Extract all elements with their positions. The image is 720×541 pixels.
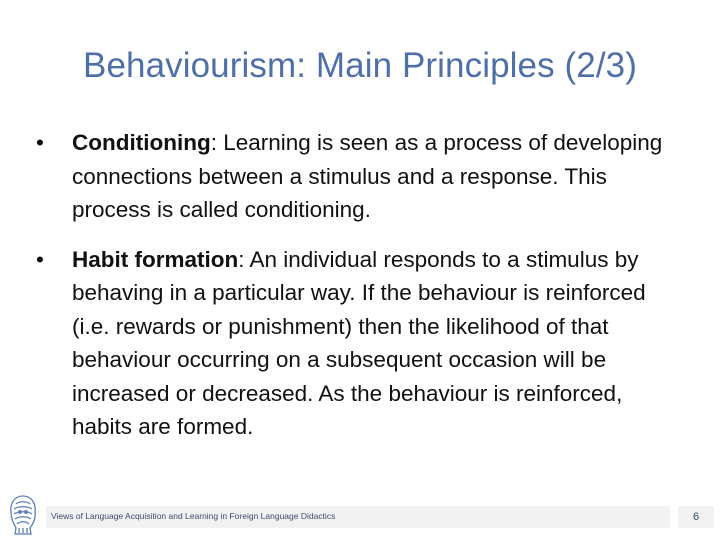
bullet-term: Conditioning	[72, 130, 211, 155]
slide-title: Behaviourism: Main Principles (2/3)	[83, 46, 637, 85]
university-logo-icon	[4, 492, 42, 536]
page-number-box	[678, 506, 714, 528]
page-number: 6	[692, 511, 700, 523]
footer-bar	[46, 506, 670, 528]
bullet-marker: •	[36, 130, 44, 155]
bullet-text: : Learning is seen as a process of developing connections between a stimulus and a response. This process is called conditioning.	[72, 130, 663, 222]
bullet-term: Habit formation	[72, 246, 239, 272]
bullet-marker: •	[36, 246, 44, 272]
bullet-text: : An individual responds to a stimulus by behaving in a particular way. If the behaviour is reinforced (i.e. rewards or punishment) then the likelihood of that behaviour occurring on a subsequent occasion will be increased or decreased. As the behaviour is reinforced, habits are formed.	[72, 246, 646, 439]
bullet-list	[36, 126, 686, 444]
footer-course-title: Views of Language Acquisition and Learning in Foreign Language Didactics	[51, 511, 336, 521]
university-logo	[4, 492, 42, 536]
bullet-item-habit-formation	[36, 243, 686, 444]
bullet-item-conditioning	[36, 126, 686, 227]
